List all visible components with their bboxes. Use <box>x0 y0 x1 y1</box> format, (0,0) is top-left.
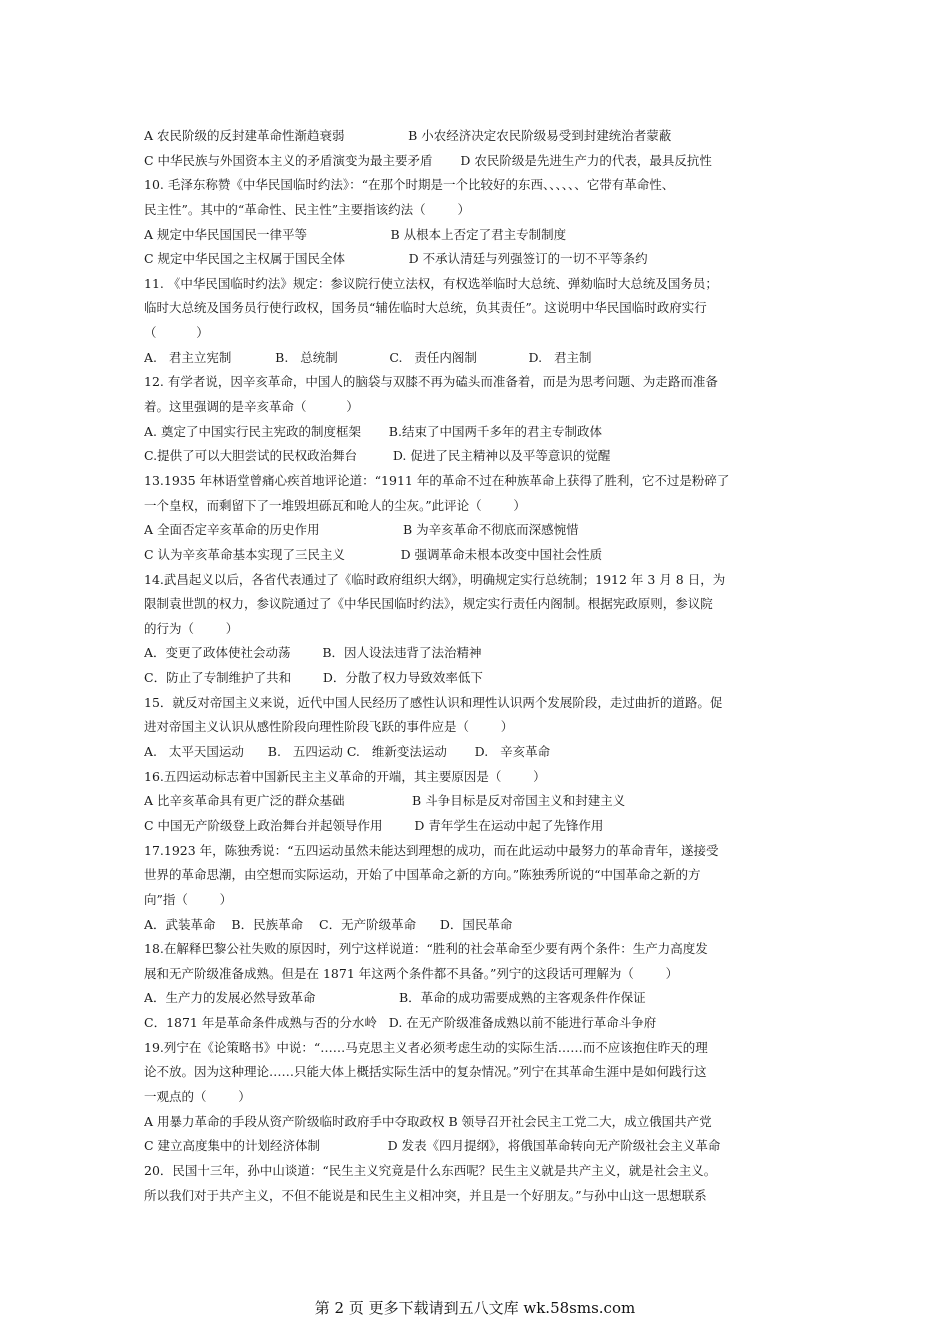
text-line: 11. 《中华民国临时约法》规定：参议院行使立法权，有权选举临时大总统、弹劾临时大总统及国务员； <box>144 275 718 291</box>
text-line: A 规定中华民国国民一律平等 B 从根本上否定了君主专制制度 <box>144 226 567 242</box>
text-line: 12. 有学者说，因辛亥革命，中国人的脑袋与双膝不再为磕头而准备着，而是为思考问题、为走路而准备 <box>144 374 718 390</box>
text-line: C 建立高度集中的计划经济体制 D 发表《四月提纲》，将俄国革命转向无产阶级社会主义革命 <box>144 1138 721 1154</box>
text-line: 临时大总统及国务员行使行政权，国务员“辅佐临时大总统，负其责任”。这说明中华民国临时政府实行 <box>144 300 707 316</box>
text-line: 所以我们对于共产主义，不但不能说是和民生主义相冲突，并且是一个好朋友。”与孙中山这一思想联系 <box>144 1187 707 1203</box>
text-line: A 用暴力革命的手段从资产阶级临时政府手中夺取政权 B 领导召开社会民主工党二大，成立俄国共产党 <box>144 1113 712 1129</box>
text-line: A．变更了政体使社会动荡 B．因人设法违背了法治精神 <box>144 645 482 661</box>
text-line: C 规定中华民国之主权属于国民全体 D 不承认清廷与列强签订的一切不平等条约 <box>144 251 648 267</box>
text-line: A．武装革命 B．民族革命 C．无产阶级革命 D．国民革命 <box>144 916 513 932</box>
text-line: 10. 毛泽东称赞《中华民国临时约法》：“在那个时期是一个比较好的东西、、、、、、它带有革命性、 <box>144 177 675 193</box>
exam-text-body <box>144 124 814 1208</box>
text-line: 的行为（ ） <box>144 620 239 636</box>
text-line: C 中国无产阶级登上政治舞台并起领导作用 D 青年学生在运动中起了先锋作用 <box>144 817 604 833</box>
text-line: 13.1935 年林语堂曾痛心疾首地评论道：“1911 年的革命不过在种族革命上获得了胜利，它不过是粉碎了 <box>144 472 730 488</box>
text-line: C 中华民族与外国资本主义的矛盾演变为最主要矛盾 D 农民阶级是先进生产力的代表，最具反抗性 <box>144 152 712 168</box>
text-line: A. 君主立宪制 B. 总统制 C. 责任内阁制 D. 君主制 <box>144 349 592 365</box>
text-line: 论不放。因为这种理论……只能大体上概括实际生活中的复杂情况。”列宁在其革命生涯中是如何践行这 <box>144 1064 707 1080</box>
text-line: A 比辛亥革命具有更广泛的群众基础 B 斗争目标是反对帝国主义和封建主义 <box>144 793 626 809</box>
text-line: A. 奠定了中国实行民主宪政的制度框架 B.结束了中国两千多年的君主专制政体 <box>144 423 602 439</box>
text-line: A 农民阶级的反封建革命性渐趋衰弱 B 小农经济决定农民阶级易受到封建统治者蒙蔽 <box>144 128 672 143</box>
text-line: 民主性”。其中的“革命性、民主性”主要指该约法（ ） <box>144 201 470 217</box>
text-line: 16.五四运动标志着中国新民主主义革命的开端，其主要原因是（ ） <box>144 768 546 784</box>
text-line: C 认为辛亥革命基本实现了三民主义 D 强调革命未根本改变中国社会性质 <box>144 546 603 562</box>
text-line: A．生产力的发展必然导致革命 B．革命的成功需要成熟的主客观条件作保证 <box>144 990 646 1006</box>
text-line: A. 太平天国运动 B. 五四运动 C. 维新变法运动 D. 辛亥革命 <box>144 744 551 760</box>
text-line: 向”指（ ） <box>144 891 233 907</box>
text-line: 15．就反对帝国主义来说，近代中国人民经历了感性认识和理性认识两个发展阶段，走过曲折的道路。促 <box>144 694 723 710</box>
text-line: C．防止了专制维护了共和 D．分散了权力导致效率低下 <box>144 670 483 686</box>
text-line: C.提供了可以大胆尝试的民权政治舞台 D. 促进了民主精神以及平等意识的觉醒 <box>144 448 611 464</box>
text-line: 进对帝国主义认识从感性阶段向理性阶段飞跃的事件应是（ ） <box>144 719 514 735</box>
page-footer: 第 2 页 更多下载请到五八文库 wk.58sms.com <box>314 1299 636 1317</box>
text-line: A 全面否定辛亥革命的历史作用 B 为辛亥革命不彻底而深感惋惜 <box>144 522 579 538</box>
text-line: 展和无产阶级准备成熟。但是在 1871 年这两个条件都不具备。”列宁的这段话可理解为（ ） <box>144 965 679 981</box>
text-line: 18.在解释巴黎公社失败的原因时，列宁这样说道：“胜利的社会革命至少要有两个条件：生产力高度发 <box>144 941 708 957</box>
text-line: （ ） <box>144 325 209 341</box>
text-line: 世界的革命思潮，由空想而实际运动，开始了中国革命之新的方向。”陈独秀所说的“中国革命之新的方 <box>144 867 701 883</box>
text-line: 19.列宁在《论策略书》中说：“……马克思主义者必须考虑生动的实际生活……而不应该抱住昨天的理 <box>144 1039 708 1055</box>
text-line: 一个皇权，而剩留下了一堆毁坦砾瓦和呛人的尘灰。”此评论（ ） <box>144 497 526 513</box>
text-line: 着。这里强调的是辛亥革命（ ） <box>144 399 359 415</box>
text-line: 限制袁世凯的权力，参议院通过了《中华民国临时约法》，规定实行责任内阁制。根据宪政原则，参议院 <box>144 596 713 612</box>
text-line: 20．民国十三年，孙中山谈道：“民生主义究竟是什么东西呢？民生主义就是共产主义，就是社会主义。 <box>144 1162 717 1178</box>
text-line: C．1871 年是革命条件成熟与否的分水岭 D. 在无产阶级准备成熟以前不能进行革命斗争府 <box>144 1015 657 1031</box>
text-line: 14.武昌起义以后，各省代表通过了《临时政府组织大纲》，明确规定实行总统制；1912 年 3 月 8 日，为 <box>144 571 726 587</box>
text-line: 17.1923 年，陈独秀说：“五四运动虽然未能达到理想的成功，而在此运动中最努力的革命青年，遂接受 <box>144 842 719 858</box>
text-line: 一观点的（ ） <box>144 1088 251 1104</box>
